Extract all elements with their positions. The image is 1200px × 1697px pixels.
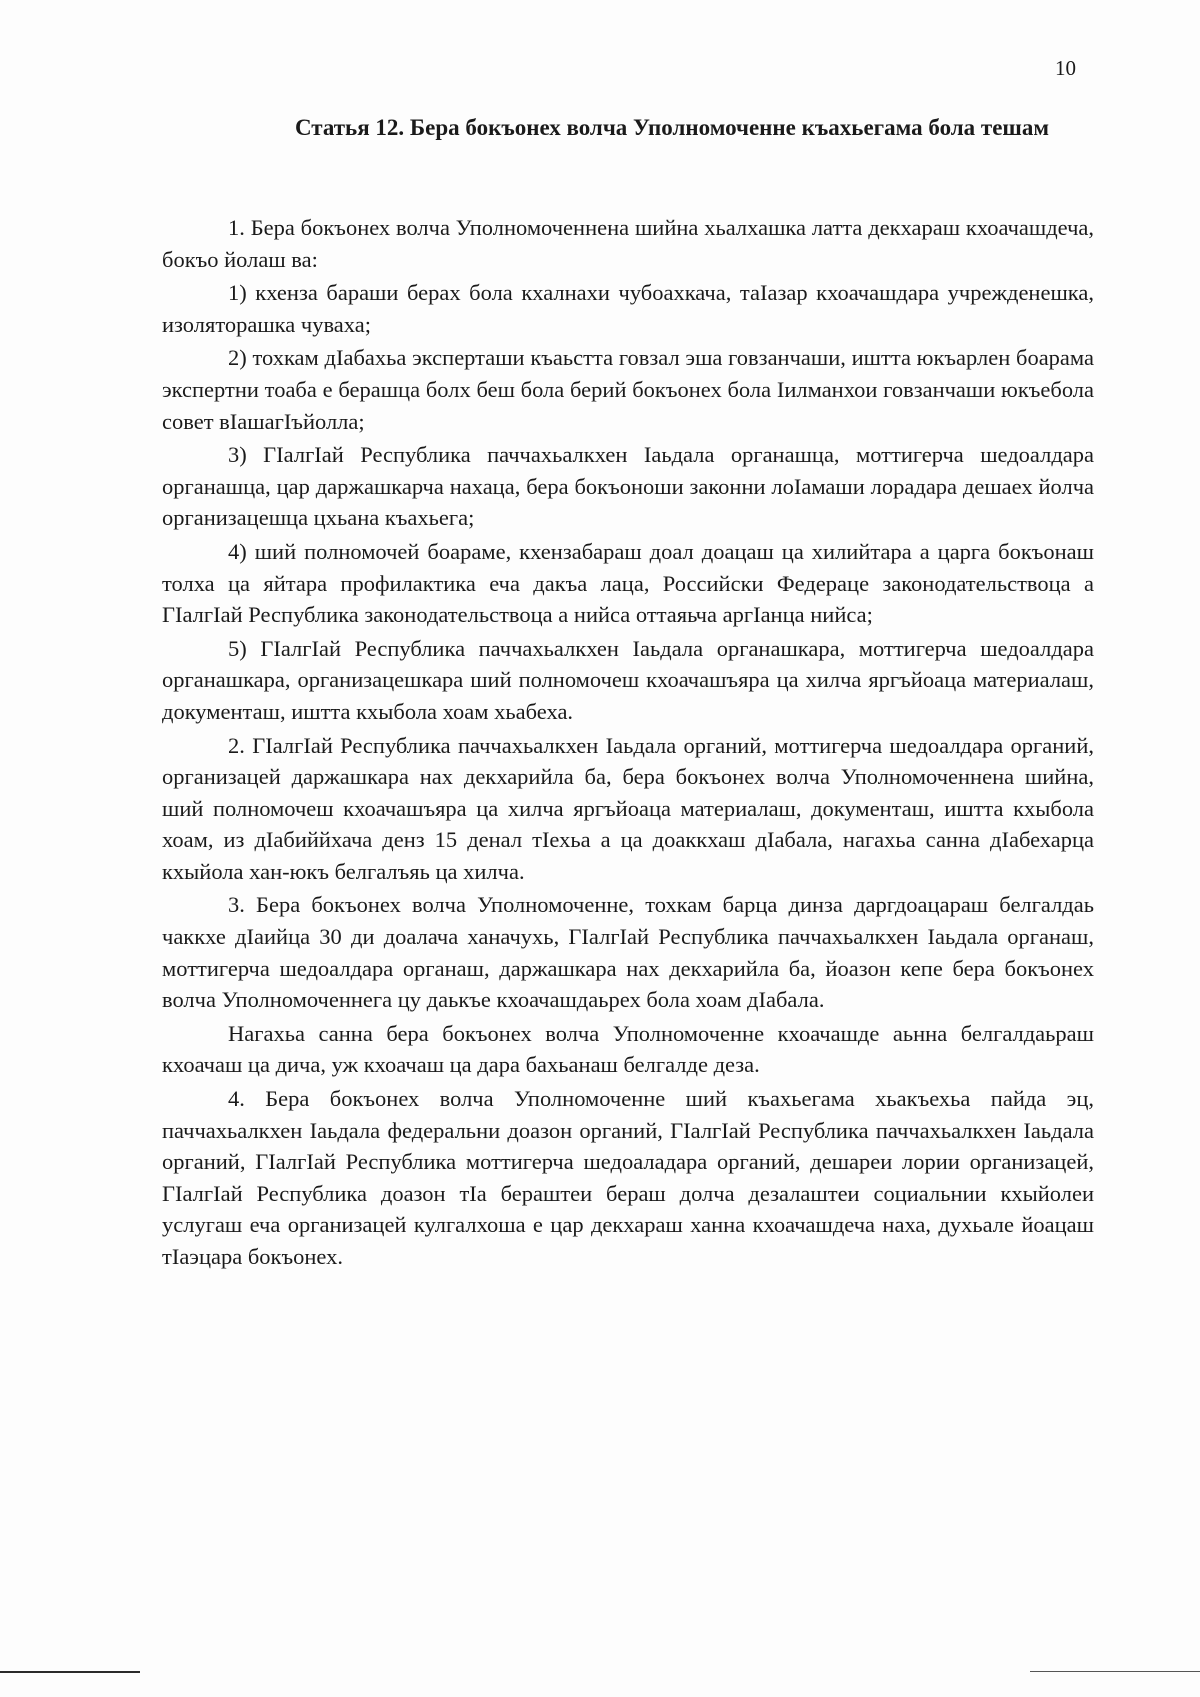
paragraph-1-item-3: 3) ГIалгIай Республика паччахьалкхен Iаьдала органашца, моттигерча шедоалдара органашца, цар даржашкарча нахаца, бера бокъоноши законни лоIамаши лорадара дешаех йолча организацешца цхьана къахьега; <box>162 442 1094 531</box>
paragraph-3-note: Нагахьа санна бера бокъонех волча Уполномоченне кхоачашде аьнна белгалдаьраш кхоачаш ца дича, уж кхоачаш ца дара бахьанаш белгалде деза. <box>162 1020 1094 1078</box>
paragraph-1-item-4: 4) ший полномочей боараме, кхензабараш доал доацаш ца хилийтара а царга бокъонаш толха ца яйтара профилактика еча дакъа лаца, Российски Федераце законодательствоца а ГIалгIай Республика законодательствоца а нийса оттаяьча аргIанца нийса; <box>162 538 1094 628</box>
paragraph-4: 4. Бера бокъонех волча Уполномоченне ший къахьегама хьакъехьа пайда эц, паччахьалкхен Iаьдала федеральни доазон органий, ГIалгIай Республика паччахьалкхен Iаьдала органий, ГIалгIай Республика моттигерча шедоаладара органий, дешареи лории организацей, ГIалгIай Республика доазон тIа бераштеи бераш долча дезалаштеи социальнии кхыйолеи услугаш еча организацей кулгалхоша е цар декхараш ханна кхоачашдеча наха, духьале йоацаш тIаэцара бокъонех. <box>162 1086 1094 1269</box>
article-body <box>162 212 1094 1275</box>
paragraph-2: 2. ГIалгIай Республика паччахьалкхен Iаьдала органий, моттигерча шедоалдара органий, организацей даржашкара нах декхарийла ба, бера бокъонех волча Уполномоченнена шийна, ший полномочеш кхоачашъяра ца хилча яргъйоаца материалаш, документаш, иштта кхыбола хоам, из дIабиййхача денз 15 денал тIехьа а ца доаккхаш дIабала, нагахьа санна дIабехарца кхыйола хан-юкъ белгалъяь ца хилча. <box>162 732 1094 884</box>
scan-artifact-line-right <box>1030 1671 1200 1672</box>
article-heading: Статья 12. Бера бокъонех волча Уполномоченне къахьегама бола тешам <box>294 115 1050 140</box>
paragraph-1-item-2: 2) тохкам дIабахьа эксперташи къаьстта говзал эша говзанчаши, иштта юкъарлен боарама экспертни тоаба е берашца болх беш бола берий бокъонех бола Iилманхои говзанчаши юкъебола совет вIашагIъйолла; <box>162 345 1094 434</box>
paragraph-1: 1. Бера бокъонех волча Уполномоченнена шийна хьалхашка латта декхараш кхоачашдеча, бокъо йолаш ва: <box>162 215 1094 272</box>
page-number: 10 <box>1055 56 1076 80</box>
scan-artifact-line-left <box>0 1671 140 1673</box>
paragraph-3: 3. Бера бокъонех волча Уполномоченне, тохкам барца динза даргдоацараш белгалдаь чаккхе дIаийца 30 ди доалача ханачухь, ГIалгIай Республика паччахьалкхен Iаьдала органаш, моттигерча шедоалдара органаш, даржашкара нах декхарийла ба, йоазон кепе бера бокъонех волча Уполномоченнега цу даькъе кхоачашдаьрех бола хоам дIабала. <box>162 892 1094 1013</box>
paragraph-1-item-1: 1) кхенза бараши берах бола кхалнахи чубоахкача, таIазар кхоачашдара учрежденешка, изоляторашка чуваха; <box>162 280 1094 337</box>
paragraph-1-item-5: 5) ГIалгIай Республика паччахьалкхен Iаьдала органашкара, моттигерча шедоалдара органашкара, организацешкара ший полномочеш кхоачашъяра ца хилча яргъйоаца материалаш, документаш, иштта кхыбола хоам хьабеха. <box>162 635 1094 724</box>
